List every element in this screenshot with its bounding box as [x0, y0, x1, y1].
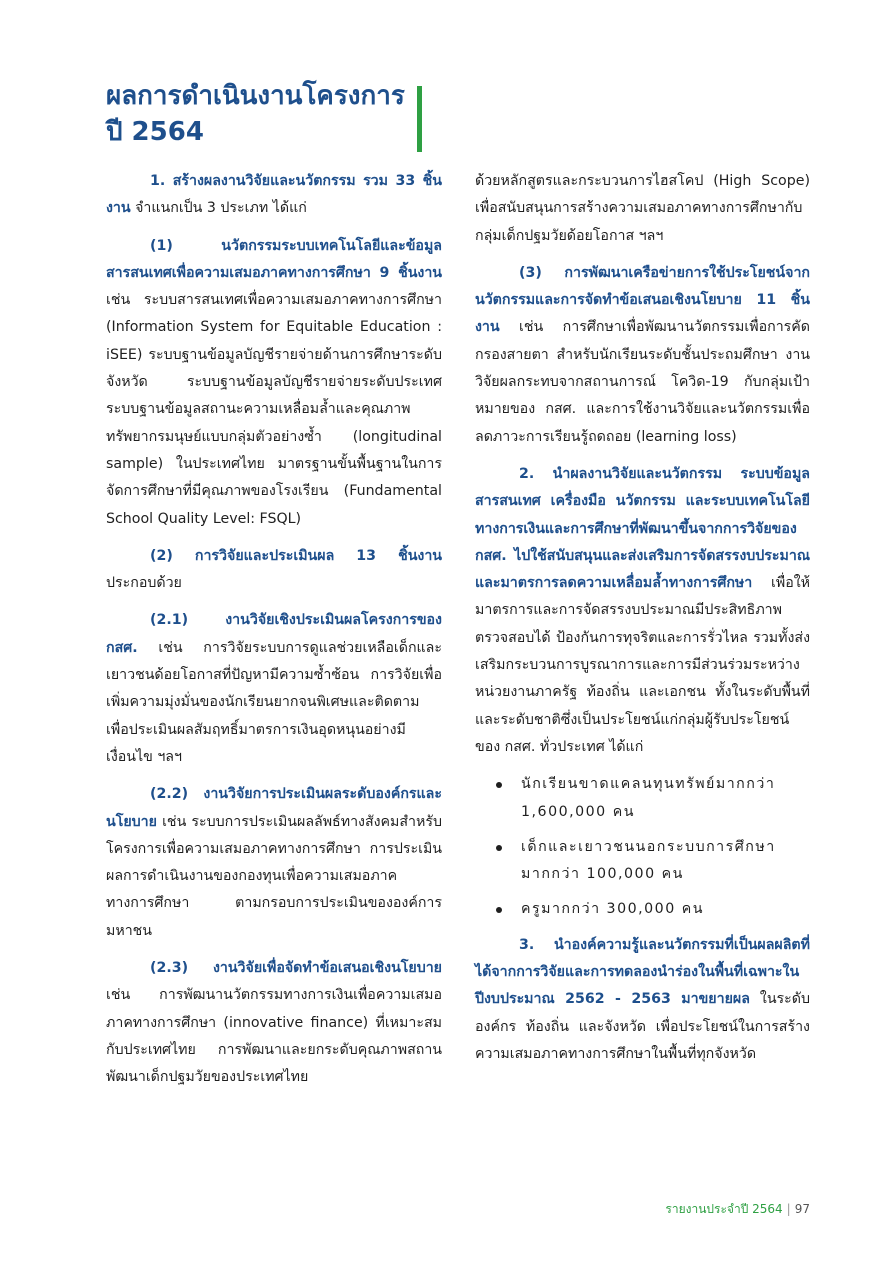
page-footer	[665, 1200, 810, 1219]
text-org-policy-evaluation: เช่น ระบบการประเมินผลลัพธ์ทางสังคมสำหรับโครงการเพื่อความเสมอภาคทางการศึกษา การประเมินผลการดำเนินงานของกองทุนเพื่อความเสมอภาคทางการศึกษา ตามกรอบการประเมินขององค์การมหาชน	[106, 813, 442, 939]
text-apply-results: เพื่อให้มาตรการและการจัดสรรงบประมาณมีประสิทธิภาพ ตรวจสอบได้ ป้องกันการทุจริตและการรั่วไหล รวมทั้งส่งเสริมกระบวนการบูรณาการและการมีส่วนร่วมระหว่างหน่วยงานภาครัฐ ท้องถิ่น และเอกชน ทั้งในระดับพื้นที่และระดับชาติซึ่งเป็นประโยชน์แก่กลุ่มผู้รับประโยชน์ของ กสศ. ทั่วประเทศ ได้แก่	[475, 575, 810, 755]
text-knowledge-scale: ในระดับองค์กร ท้องถิ่น และจังหวัด เพื่อประโยชน์ในการสร้างความเสมอภาคทางการศึกษาในพื้นที่ทุกจังหวัด	[475, 991, 810, 1062]
heading-org-policy-evaluation: (2.2) งานวิจัยการประเมินผลระดับองค์กรและนโยบาย	[106, 786, 442, 830]
left-column	[106, 168, 442, 1102]
text-research-output: จำแนกเป็น 3 ประเภท ได้แก่	[130, 200, 307, 217]
beneficiary-list	[475, 771, 810, 923]
heading-research-output: 1. สร้างผลงานวิจัยและนวัตกรรม รวม 33 ชิ้นงาน	[106, 173, 442, 217]
paragraph-highscope-continued: ด้วยหลักสูตรและกระบวนการไฮสโคป (High Scope) เพื่อสนับสนุนการสร้างความเสมอภาคทางการศึกษากับกลุ่มเด็กปฐมวัยด้อยโอกาส ฯลฯ	[475, 173, 810, 244]
heading-apply-results: 2. นำผลงานวิจัยและนวัตกรรม ระบบข้อมูลสารสนเทศ เครื่องมือ นวัตกรรม และระบบเทคโนโลยีทางการเงินและการศึกษาที่พัฒนาขึ้นจากการวิจัยของ กสศ. ไปใช้สนับสนุนและส่งเสริมการจัดสรรงบประมาณ และมาตรการลดความเหลื่อมล้ำทางการศึกษา	[475, 465, 810, 592]
list-item: นักเรียนขาดแคลนทุนทรัพย์มากกว่า 1,600,000 คน	[475, 771, 810, 826]
paragraph-apply-results	[475, 461, 810, 761]
heading-innovation-systems: (1) นวัตกรรมระบบเทคโนโลยีและข้อมูลสารสนเทศเพื่อความเสมอภาคทางการศึกษา 9 ชิ้นงาน	[106, 237, 442, 281]
paragraph-network-development	[475, 260, 810, 451]
heading-research-evaluation: (2) การวิจัยและประเมินผล 13 ชิ้นงาน	[150, 547, 442, 564]
paragraph-policy-research	[106, 955, 442, 1091]
page-title	[106, 78, 406, 150]
paragraph-research-evaluation	[106, 543, 442, 598]
heading-policy-research: (2.3) งานวิจัยเพื่อจัดทำข้อเสนอเชิงนโยบาย	[150, 960, 442, 977]
heading-project-evaluation: (2.1) งานวิจัยเชิงประเมินผลโครงการของ กสศ.	[106, 612, 442, 656]
paragraph-knowledge-scale	[475, 932, 810, 1068]
right-column	[475, 168, 810, 1078]
page-number: 97	[794, 1202, 810, 1216]
text-network-development: เช่น การศึกษาเพื่อพัฒนานวัตกรรมเพื่อการคัดกรองสายตา สำหรับนักเรียนระดับชั้นประถมศึกษา งานวิจัยผลกระทบจากสถานการณ์ โควิด-19 กับกลุ่มเป้าหมายของ กสศ. และการใช้งานวิจัยและนวัตกรรมเพื่อลดภาวะการเรียนรู้ถดถอย (learning loss)	[475, 319, 810, 445]
paragraph-innovation-systems	[106, 233, 442, 533]
text-project-evaluation: เช่น การวิจัยระบบการดูแลช่วยเหลือเด็กและเยาวชนด้อยโอกาสที่ปัญหามีความซ้ำซ้อน การวิจัยเพื่อเพิ่มความมุ่งมั่นของนักเรียนยากจนพิเศษและติดตามเพื่อประเมินผลสัมฤทธิ์มาตรการเงินอุดหนุนอย่างมีเงื่อนไข ฯลฯ	[106, 639, 442, 765]
text-policy-research: เช่น การพัฒนานวัตกรรมทางการเงินเพื่อความเสมอภาคทางการศึกษา (innovative finance) ที่เหมาะสมกับประเทศไทย การพัฒนาและยกระดับคุณภาพสถานพัฒนาเด็กปฐมวัยของประเทศไทย	[106, 987, 442, 1086]
page-title-line2: ปี 2564	[106, 117, 204, 147]
paragraph-research-output	[106, 168, 442, 223]
text-research-evaluation: ประกอบด้วย	[106, 575, 182, 592]
footer-separator: |	[786, 1202, 791, 1216]
list-item: เด็กและเยาวชนนอกระบบการศึกษามากกว่า 100,000 คน	[475, 834, 810, 889]
footer-report-label: รายงานประจำปี 2564	[665, 1202, 783, 1216]
heading-knowledge-scale: 3. นำองค์ความรู้และนวัตกรรมที่เป็นผลผลิตที่ได้จากการวิจัยและการทดลองนำร่องในพื้นที่เฉพาะในปีงบประมาณ 2562 - 2563 มาขยายผล	[475, 936, 810, 1008]
paragraph-org-policy-evaluation	[106, 781, 442, 945]
text-innovation-systems: เช่น ระบบสารสนเทศเพื่อความเสมอภาคทางการศึกษา (Information System for Equitable Education : iSEE) ระบบฐานข้อมูลบัญชีรายจ่ายด้านการศึกษาระดับจังหวัด ระบบฐานข้อมูลบัญชีรายจ่ายระดับประเทศ ระบบฐานข้อมูลสถานะความเหลื่อมล้ำและคุณภาพทรัพยากรมนุษย์แบบกลุ่มตัวอย่างซ้ำ (longitudinal sample) ในประเทศไทย มาตรฐานขั้นพื้นฐานในการจัดการศึกษาที่มีคุณภาพของโรงเรียน (Fundamental School Quality Level: FSQL)	[106, 292, 442, 527]
heading-network-development: (3) การพัฒนาเครือข่ายการใช้ประโยชน์จากนวัตกรรมและการจัดทำข้อเสนอเชิงนโยบาย 11 ชิ้นงาน	[475, 264, 810, 336]
page-title-line1: ผลการดำเนินงานโครงการ	[106, 81, 405, 111]
title-accent-bar	[417, 86, 422, 152]
paragraph-project-evaluation	[106, 607, 442, 771]
list-item: ครูมากกว่า 300,000 คน	[475, 896, 810, 923]
